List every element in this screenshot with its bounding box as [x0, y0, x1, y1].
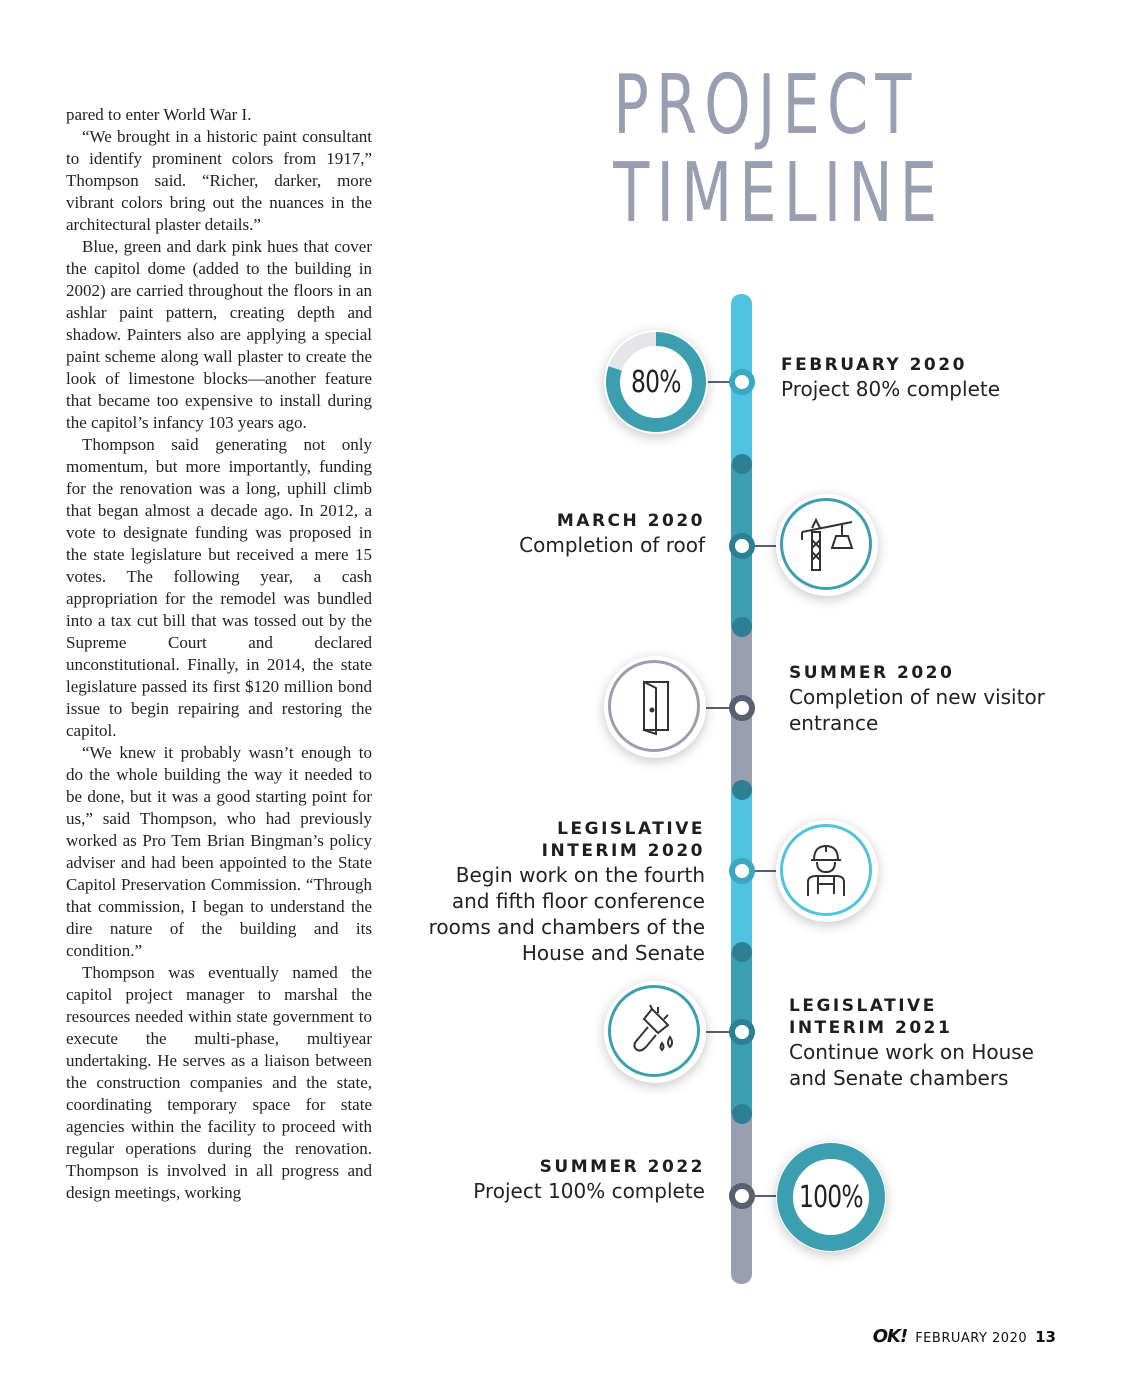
- timeline-event: [789, 662, 1079, 736]
- timeline-event: [789, 995, 1079, 1091]
- event-description: Project 80% complete: [781, 377, 1001, 401]
- article-column: [66, 104, 372, 1204]
- event-description: Continue work on House and Senate chambers: [789, 1040, 1034, 1090]
- page-footer: [873, 1326, 1056, 1347]
- event-date: SUMMER 2022: [539, 1157, 705, 1177]
- timeline-dot: [732, 454, 752, 474]
- timeline-dot: [732, 617, 752, 637]
- issue-date: FEBRUARY 2020: [915, 1331, 1028, 1346]
- crane-icon: [794, 512, 858, 576]
- timeline-node: [729, 1019, 755, 1045]
- progress-label: 100%: [799, 1179, 863, 1215]
- event-description: Completion of roof: [519, 533, 705, 557]
- timeline-node: [729, 858, 755, 884]
- timeline-node: [729, 369, 755, 395]
- article-paragraph: Blue, green and dark pink hues that cover the capitol dome (added to the building in 2002) are carried throughout the floors in an ashlar paint pattern, creating depth and shadow. Painters also are applying a special paint scheme along wall plaster to create the look of limestone blocks—another feature that became too expensive to install during the capitol’s infancy 103 years ago.: [66, 237, 372, 432]
- connector-line: [752, 545, 778, 547]
- entrance-icon-circle: [604, 656, 706, 758]
- article-paragraph: Thompson was eventually named the capitol project manager to marshal the resources needed within state government to execute the multi-phase, multiyear undertaking. He serves as a liaison between the construction companies and the state, coordinating temporary space for state agencies within the facility to proceed with regular operations during the renovation. Thompson is involved in all progress and design meetings, working: [66, 963, 372, 1202]
- timeline-dot: [732, 942, 752, 962]
- progress-label: 80%: [631, 364, 681, 400]
- title-line-1: PROJECT: [613, 58, 919, 153]
- event-description: Project 100% complete: [473, 1179, 705, 1203]
- paintbrush-icon: [622, 999, 686, 1063]
- timeline-event: [420, 818, 705, 966]
- article-paragraph: Thompson said generating not only momentum, but more importantly, funding for the renovation was a long, uphill climb that began almost a decade ago. In 2012, a vote to designate funding was proposed in the state legislature but received a mere 15 votes. The following year, a cash appropriation for the remodel was bundled into a tax cut bill that was tossed out by the Supreme Court and declared unconstitutional. Finally, in 2014, the state legislature passed its first $120 million bond issue to begin repairing and restoring the capitol.: [66, 435, 372, 740]
- magazine-logo: OK!: [872, 1326, 908, 1347]
- title-line-2: TIMELINE: [613, 146, 945, 241]
- connector-line: [752, 870, 778, 872]
- timeline-event: [781, 354, 1071, 402]
- door-icon: [622, 674, 686, 738]
- timeline-node: [729, 533, 755, 559]
- article-paragraph: pared to enter World War I.: [66, 105, 252, 124]
- event-date: MARCH 2020: [556, 511, 705, 531]
- timeline-node: [729, 1183, 755, 1209]
- timeline-node: [729, 695, 755, 721]
- progress-ring-100: [776, 1142, 886, 1252]
- event-date: FEBRUARY 2020: [781, 355, 967, 375]
- event-date: SUMMER 2020: [789, 663, 955, 683]
- construction-worker-icon: [794, 838, 858, 902]
- event-description: Begin work on the fourth and fifth floor conference rooms and chambers of the House and Senate: [428, 863, 705, 965]
- article-paragraph: “We brought in a historic paint consultant to identify prominent colors from 1917,” Thompson said. “Richer, darker, more vibrant colors bring out the nuances in the architectural plaster details.”: [66, 127, 372, 234]
- article-paragraph: “We knew it probably wasn’t enough to do the whole building the way it needed to be done, but it was a good starting point for us,” said Thompson, who had previously worked as Pro Tem Brian Bingman’s policy adviser and had been appointed to the State Capitol Preservation Commission. “Through that commission, I began to understand the dire nature of the building and its condition.”: [66, 743, 372, 960]
- event-description: Completion of new visitor entrance: [789, 685, 1045, 735]
- timeline-event: [420, 510, 705, 558]
- worker-icon-circle: [776, 820, 878, 922]
- timeline-dot: [732, 780, 752, 800]
- timeline-event: [420, 1156, 705, 1204]
- roof-icon-circle: [776, 494, 878, 596]
- timeline-title: [613, 58, 945, 241]
- page-number: 13: [1035, 1328, 1056, 1346]
- timeline-dot: [732, 1104, 752, 1124]
- progress-ring-80: [604, 330, 708, 434]
- event-date: LEGISLATIVE INTERIM 2021: [789, 996, 953, 1038]
- paint-icon-circle: [604, 981, 706, 1083]
- connector-line: [752, 1195, 778, 1197]
- event-date: LEGISLATIVE INTERIM 2020: [541, 819, 705, 861]
